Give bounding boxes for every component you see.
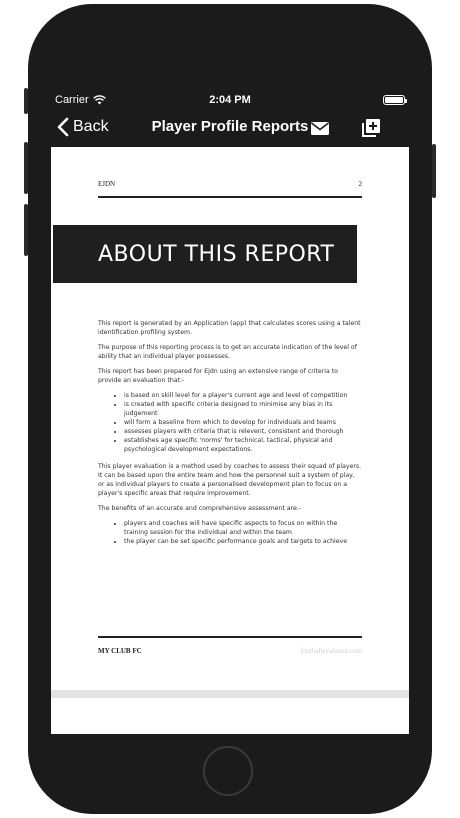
add-copy-icon[interactable] [360, 117, 382, 139]
home-button[interactable] [203, 746, 253, 796]
report-page[interactable] [51, 147, 409, 734]
report-body [98, 319, 362, 554]
paragraph: This report is generated by an Application (app) that calculates scores using a talent identification profiling system. [98, 320, 361, 336]
header-divider [98, 196, 362, 198]
footer-website: footballevaluator.com [300, 647, 362, 655]
status-time: 2:04 PM [209, 94, 251, 106]
paragraph: This report has been prepared for Ejdn using an extensive range of criteria to provide an evaluation that:- [98, 368, 338, 384]
carrier-label: Carrier [55, 94, 89, 106]
paragraph: The purpose of this reporting process is to get an accurate indication of the level of ability that an individual player possesses. [98, 344, 357, 360]
mail-icon[interactable] [309, 117, 331, 139]
page-separator [51, 690, 409, 698]
list-item: • is created with specific criteria designed to minimise any bias in its judgement [124, 400, 362, 418]
next-page-preview[interactable] [51, 698, 409, 734]
page-header [98, 180, 362, 196]
section-banner [53, 225, 357, 283]
list-item: • will form a baseline from which to develop for individuals and teams [124, 418, 362, 427]
page-title: Player Profile Reports [151, 118, 309, 135]
benefits-list [98, 519, 362, 546]
list-item: • establishes age specific 'norms' for technical, tactical, physical and psychological development expectations. [124, 436, 362, 454]
list-item: • players and coaches will have specific aspects to focus on within the training session for the individual and within the team [124, 519, 362, 537]
list-item: • the player can be set specific performance goals and targets to achieve [124, 537, 362, 546]
paragraph: This player evaluation is a method used by coaches to assess their squad of players. It can be based upon the entire team and how the personnel suit a system of play, or as individual players to create a personalised development plan to focus on a player's specific areas that require improvement. [98, 463, 362, 497]
volume-up-button [24, 142, 28, 194]
back-label: Back [73, 118, 109, 135]
evaluation-criteria-list [98, 391, 362, 454]
page-footer [98, 647, 362, 663]
status-bar [47, 82, 413, 112]
list-item: • is based on skill level for a player's current age and level of competition [124, 391, 362, 400]
power-button [432, 144, 436, 198]
volume-down-button [24, 204, 28, 256]
footer-divider [98, 636, 362, 638]
navigation-bar [47, 112, 413, 144]
mute-switch [24, 88, 28, 114]
club-name: MY CLUB FC [98, 647, 142, 655]
list-item: • assesses players with criteria that is relevent, consistent and thorough [124, 427, 362, 436]
header-name: EJDN [98, 180, 116, 188]
screen [47, 82, 413, 734]
paragraph: The benefits of an accurate and comprehensive assessment are:- [98, 505, 302, 512]
page-number: 2 [358, 180, 362, 188]
battery-icon [383, 95, 405, 105]
banner-title: ABOUT THIS REPORT [98, 241, 335, 267]
